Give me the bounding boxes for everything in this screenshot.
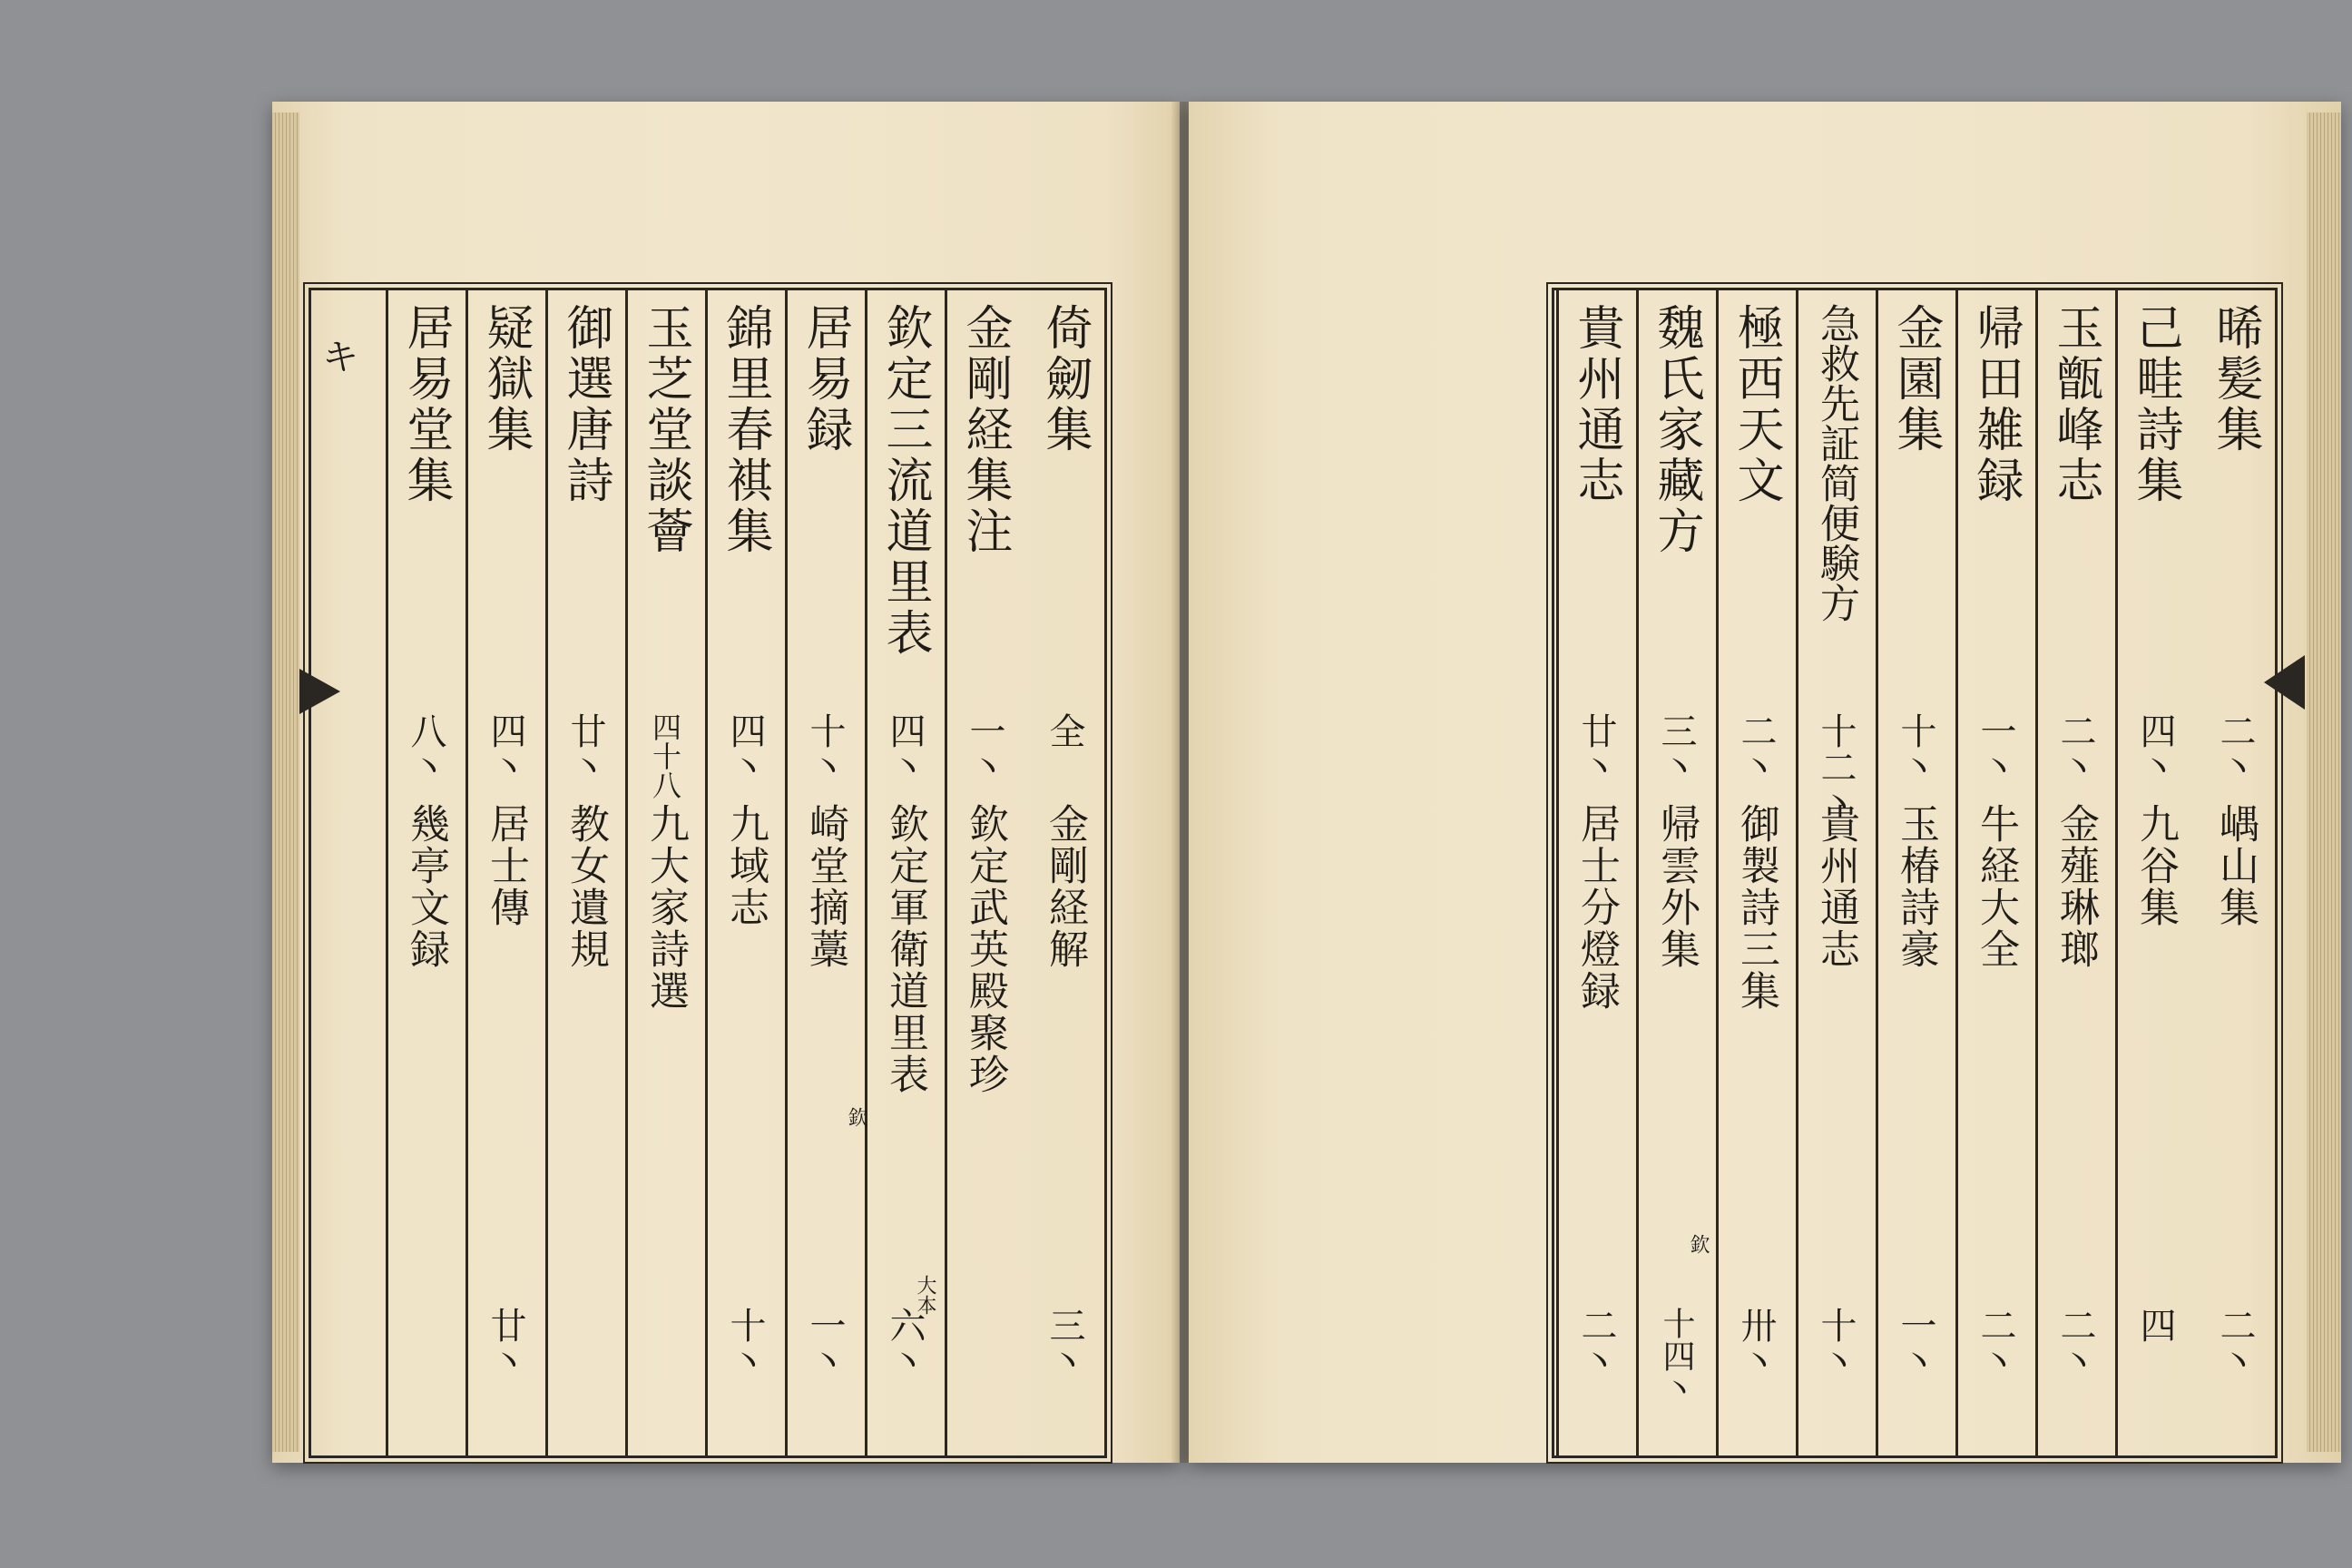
- catalog-column: [466, 290, 545, 1455]
- volume-count-secondary: 卅丶: [1735, 1307, 1777, 1379]
- catalog-column: [2035, 290, 2115, 1455]
- volume-count-secondary: 二丶: [2214, 1307, 2256, 1379]
- book-title: 極西天文: [1729, 303, 1783, 506]
- open-book: [272, 102, 2341, 1463]
- volume-count: 十丶: [804, 712, 846, 785]
- volume-count: 三丶: [1655, 712, 1697, 785]
- annotation: 欽: [1687, 1234, 1710, 1254]
- catalog-column: [545, 290, 625, 1455]
- volume-count-secondary: 十丶: [724, 1307, 766, 1379]
- catalog-column: [1636, 290, 1716, 1455]
- right-page: [1189, 102, 2341, 1463]
- volume-count-secondary: 二丶: [1575, 1307, 1617, 1379]
- catalog-column: [865, 290, 945, 1455]
- volume-count: 四丶: [485, 712, 526, 785]
- left-text-frame: [309, 288, 1107, 1458]
- catalog-column: [386, 290, 466, 1455]
- book-title: 疑獄集: [478, 303, 533, 456]
- book-title-secondary: 居士傳: [483, 803, 529, 928]
- book-title-secondary: 御製詩三集: [1733, 803, 1779, 1012]
- book-title: 居易録: [798, 303, 852, 456]
- volume-count: 八丶: [405, 712, 446, 785]
- book-title: 倚劒集: [1037, 303, 1092, 456]
- book-title: 錦里春褀集: [718, 303, 772, 557]
- volume-count: 廿丶: [564, 712, 606, 785]
- annotation: 大本: [914, 1275, 936, 1315]
- book-title: 玉芝堂談薈: [638, 303, 692, 557]
- volume-count-secondary: 二丶: [2054, 1307, 2096, 1379]
- volume-count-secondary: 廿丶: [485, 1307, 526, 1379]
- catalog-column: [1716, 290, 1796, 1455]
- book-title-secondary: 九谷集: [2132, 803, 2179, 928]
- volume-count: 二丶: [2214, 712, 2256, 785]
- volume-count-secondary: 十丶: [1815, 1307, 1857, 1379]
- book-title-secondary: 嵎山集: [2212, 803, 2259, 928]
- book-title: 玉甑峰志: [2048, 303, 2102, 506]
- book-title-secondary: 九域志: [722, 803, 769, 928]
- volume-count: 一丶: [964, 712, 1005, 785]
- catalog-column: [2115, 290, 2195, 1455]
- book-title: 帰田雑録: [1968, 303, 2023, 506]
- catalog-column: [914, 290, 1024, 1455]
- book-title-secondary: 欽定武英殿聚珍: [962, 803, 1008, 1095]
- book-title-secondary: 金剛経解: [1042, 803, 1088, 970]
- book-title: 金剛経集注: [957, 303, 1012, 557]
- volume-count: 一丶: [1975, 712, 2016, 785]
- book-title: 急救先証简便験方: [1813, 303, 1859, 622]
- book-title-secondary: 金薤琳瑯: [2053, 803, 2099, 970]
- book-title-secondary: 帰雲外集: [1653, 803, 1700, 970]
- catalog-column: [2195, 290, 2275, 1455]
- volume-count-secondary: 二丶: [1975, 1307, 2016, 1379]
- catalog-column: [785, 290, 865, 1455]
- book-title: 魏氏家藏方: [1649, 303, 1703, 557]
- book-title: 晞髪集: [2208, 303, 2262, 456]
- book-title: 欽定三流道里表: [877, 303, 932, 659]
- volume-count: 廿丶: [1575, 712, 1617, 785]
- volume-count: 十丶: [1895, 712, 1936, 785]
- volume-count: 十二丶: [1815, 712, 1857, 821]
- volume-count: 全: [1044, 712, 1085, 749]
- catalog-column: [1955, 290, 2035, 1455]
- catalog-column: [1796, 290, 1876, 1455]
- book-title-secondary: 欽定軍衛道里表: [882, 803, 928, 1095]
- catalog-column: [705, 290, 785, 1455]
- catalog-column: [1876, 290, 1955, 1455]
- margin-mark: キ: [322, 337, 358, 378]
- book-title-secondary: 貴州通志: [1813, 803, 1859, 970]
- book-title: 御選唐詩: [558, 303, 612, 506]
- annotation: 欽: [845, 1107, 867, 1127]
- book-title-secondary: 崎堂摘藁: [802, 803, 848, 970]
- volume-count: 二丶: [1735, 712, 1777, 785]
- volume-count: 四丶: [2134, 712, 2176, 785]
- book-title-secondary: 九大家詩選: [642, 803, 689, 1012]
- volume-count: 二丶: [2054, 712, 2096, 785]
- volume-count-secondary: 十四丶: [1658, 1307, 1695, 1405]
- volume-count-secondary: 六丶: [884, 1307, 926, 1379]
- volume-count-secondary: 一丶: [1895, 1307, 1936, 1379]
- book-title: 己畦詩集: [2128, 303, 2182, 506]
- book-title-secondary: 幾亭文録: [403, 803, 449, 970]
- page-edges-right: [2307, 113, 2341, 1452]
- book-title-secondary: 教女遺規: [563, 803, 609, 970]
- catalog-column: [625, 290, 705, 1455]
- book-title-secondary: 牛経大全: [1973, 803, 2019, 970]
- book-title: 居易堂集: [398, 303, 453, 506]
- volume-count-secondary: 三丶: [1044, 1307, 1085, 1379]
- volume-count: 四丶: [884, 712, 926, 785]
- book-title-secondary: 玉椿詩豪: [1893, 803, 1939, 970]
- left-page: [272, 102, 1180, 1463]
- book-title: 貴州通志: [1569, 303, 1623, 506]
- catalog-column: [1024, 290, 1104, 1455]
- page-edges-left: [272, 113, 299, 1452]
- book-title: 金園集: [1888, 303, 1943, 456]
- volume-count-secondary: 四: [2134, 1307, 2176, 1343]
- catalog-column: [1556, 290, 1636, 1455]
- volume-count-secondary: 一丶: [804, 1307, 846, 1379]
- book-title-secondary: 居士分燈録: [1573, 803, 1620, 1012]
- volume-count: 四十八: [648, 712, 682, 799]
- volume-count: 四丶: [724, 712, 766, 785]
- right-text-frame: [1552, 288, 2278, 1458]
